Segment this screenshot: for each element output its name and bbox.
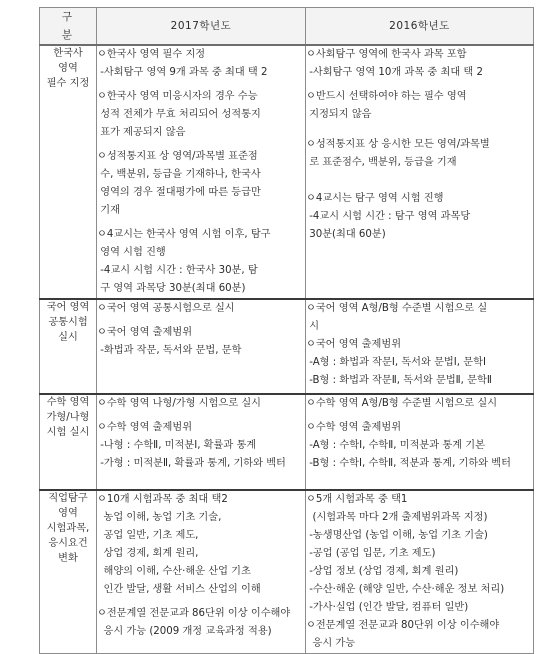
text-line: ㅇ사회탐구 영역에 한국사 과목 포함 xyxy=(306,49,467,60)
text-line: -4교시 시험 시간 : 탐구 영역 과목당 xyxy=(306,211,471,222)
category-line: 공통시험 xyxy=(48,317,88,328)
text-line: ㅇ수학 영역 출제범위 xyxy=(306,422,402,433)
category-line: 필수 지정 xyxy=(46,78,90,89)
text-line: -B형 : 화법과 작문Ⅱ, 독서와 문법Ⅱ, 문학Ⅱ xyxy=(306,375,492,386)
text-line: 30분(최대 60분) xyxy=(306,229,386,240)
text-line: 표가 제공되지 않음 xyxy=(97,127,186,138)
text-line: -농생명산업 (농업 이해, 농업 기초 기술) xyxy=(306,530,488,541)
text-line: -사회탐구 영역 9개 과목 중 최대 택 2 xyxy=(97,67,268,78)
cell-2016 xyxy=(306,394,534,490)
text-line: -수산·해운 (해양 일반, 수산·해운 정보 처리) xyxy=(306,584,505,595)
text-line: 응시 가능 (2009 개정 교육과정 적용) xyxy=(97,626,272,637)
table-row xyxy=(40,394,534,490)
header-category: 구 분 xyxy=(40,8,97,46)
text-line: ㅇ한국사 영역 필수 지정 xyxy=(97,49,206,60)
table-row xyxy=(40,490,534,654)
text-line: ㅇ반드시 선택하여야 하는 필수 영역 xyxy=(306,91,467,102)
text-line: -화법과 작문, 독서와 문법, 문학 xyxy=(97,345,242,356)
text-line: ㅇ국어 영역 출제범위 xyxy=(97,327,193,338)
category-line: 직업탐구 xyxy=(48,493,88,504)
header-row xyxy=(40,8,534,46)
category-line: 한국사 xyxy=(53,48,83,59)
text-line: -4교시 시험 시간 : 한국사 30분, 탐 xyxy=(97,265,258,276)
text-line: ㅇ국어 영역 출제범위 xyxy=(306,339,402,350)
text-line: ㅇ4교시는 한국사 영역 시험 이후, 탐구 xyxy=(97,229,271,240)
header-2017: 2017학년도 xyxy=(97,8,306,46)
text-line: -A형 : 화법과 작문Ⅰ, 독서와 문법Ⅰ, 문학Ⅰ xyxy=(306,357,486,368)
text-line: 기재 xyxy=(97,205,120,216)
table-row xyxy=(40,45,534,299)
text-line: 해양의 이해, 수산·해운 산업 기초 xyxy=(97,566,251,577)
category-line: 가형/나형 xyxy=(46,412,90,423)
text-line: 수, 백분위, 등급을 기재하나, 한국사 xyxy=(97,169,261,180)
text-line: 공업 일반, 기초 제도, xyxy=(97,530,199,541)
cell-2016 xyxy=(306,299,534,394)
text-line: ㅇ성적통지표 상 응시한 모든 영역/과목별 xyxy=(306,139,490,150)
text-line: 농업 이해, 농업 기초 기술, xyxy=(97,512,222,523)
text-line: -나형 : 수학Ⅱ, 미적분Ⅰ, 확률과 통계 xyxy=(97,440,257,451)
text-line: ㅇ전문계열 전문교과 86단위 이상 이수해야 xyxy=(97,608,291,619)
text-line: 로 표준점수, 백분위, 등급을 기재 xyxy=(306,157,457,168)
table-row xyxy=(40,299,534,394)
text-line: ㅇ수학 영역 출제범위 xyxy=(97,422,193,433)
cell-2016 xyxy=(306,490,534,654)
text-line: ㅇ5개 시험과목 중 택1 xyxy=(306,494,408,505)
table-body xyxy=(40,45,534,654)
text-line: -공업 (공업 입문, 기초 제도) xyxy=(306,548,436,559)
category-line: 국어 영역 xyxy=(46,302,90,313)
text-line: 영역의 경우 절대평가에 따른 등급만 xyxy=(97,187,261,198)
category-line: 시험 실시 xyxy=(46,427,90,438)
category-line: 영역 xyxy=(58,508,78,519)
category-line: 변화 xyxy=(58,553,78,564)
text-line: -B형 : 수학Ⅰ, 수학Ⅱ, 적분과 통계, 기하와 벡터 xyxy=(306,458,511,469)
cell-2017 xyxy=(97,394,306,490)
category-line: 응시요건 xyxy=(48,538,88,549)
text-line: -가사·실업 (인간 발달, 컴퓨터 일반) xyxy=(306,602,469,613)
text-line: 응시 가능 xyxy=(306,638,356,649)
text-line: ㅇ수학 영역 나형/가형 시험으로 실시 xyxy=(97,398,262,409)
text-line: 인간 발달, 생활 서비스 산업의 이해 xyxy=(97,584,261,595)
row-category xyxy=(40,45,97,299)
cell-2016 xyxy=(306,45,534,299)
text-line: ㅇ국어 영역 공통시험으로 실시 xyxy=(97,303,235,314)
text-line: 시 xyxy=(306,321,320,332)
text-line: 성적 전체가 무효 처리되어 성적통지 xyxy=(97,109,261,120)
text-line: ㅇ전문계열 전문교과 80단위 이상 이수해야 xyxy=(306,620,500,631)
text-line: ㅇ4교시는 탐구 영역 시험 진행 xyxy=(306,193,444,204)
header-2016: 2016학년도 xyxy=(306,8,534,46)
category-line: 수학 영역 xyxy=(46,397,90,408)
text-line: -사회탐구 영역 10개 과목 중 최대 택 2 xyxy=(306,67,483,78)
text-line: 상업 경제, 회계 원리, xyxy=(97,548,199,559)
text-line: 지정되지 않음 xyxy=(306,109,372,120)
text-line: -A형 : 수학Ⅰ, 수학Ⅱ, 미적분과 통계 기본 xyxy=(306,440,485,451)
text-line: ㅇ수학 영역 A형/B형 수준별 시험으로 실시 xyxy=(306,398,498,409)
text-line: (시험과목 마다 2개 출제범위과목 지정) xyxy=(306,512,488,523)
text-line: ㅇ국어 영역 A형/B형 수준별 시험으로 실 xyxy=(306,303,488,314)
category-line: 영역 xyxy=(58,63,78,74)
category-line: 시험과목, xyxy=(46,523,90,534)
cell-2017 xyxy=(97,490,306,654)
cell-2017 xyxy=(97,45,306,299)
comparison-table xyxy=(39,7,534,654)
text-line: -가형 : 미적분Ⅱ, 확률과 통계, 기하와 벡터 xyxy=(97,458,286,469)
category-line: 실시 xyxy=(58,332,78,343)
text-line: -상업 정보 (상업 경제, 회계 원리) xyxy=(306,566,459,577)
row-category xyxy=(40,394,97,490)
text-line: ㅇ한국사 영역 미응시자의 경우 수능 xyxy=(97,91,258,102)
text-line: 영역 시험 진행 xyxy=(97,247,166,258)
text-line: ㅇ성적통지표 상 영역/과목별 표준점 xyxy=(97,151,258,162)
text-line: 구 영역 과목당 30분(최대 60분) xyxy=(97,283,246,294)
text-line: ㅇ10개 시험과목 중 최대 택2 xyxy=(97,494,228,505)
cell-2017 xyxy=(97,299,306,394)
row-category xyxy=(40,299,97,394)
row-category xyxy=(40,490,97,654)
